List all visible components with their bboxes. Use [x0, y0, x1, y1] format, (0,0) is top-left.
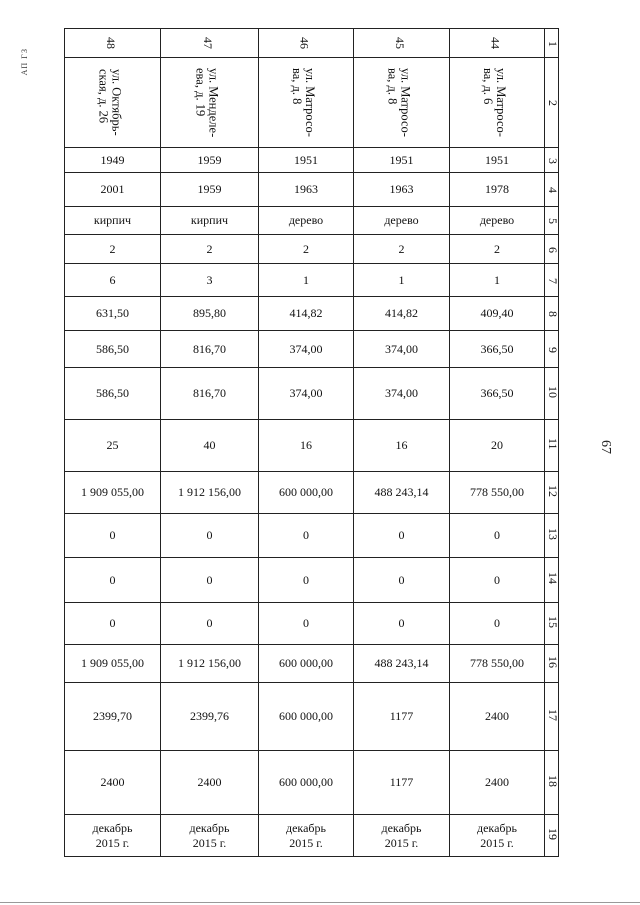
- row-number: 4: [545, 173, 559, 207]
- table-row: [65, 235, 559, 264]
- table-cell: 778 550,00: [450, 645, 545, 683]
- table-cell: 0: [259, 514, 354, 558]
- column-number: 47: [161, 29, 259, 58]
- row-number: 17: [545, 683, 559, 751]
- row-number: 16: [545, 645, 559, 683]
- table-cell: 2400: [450, 751, 545, 815]
- page-number: 67: [598, 440, 613, 454]
- table-cell: 600 000,00: [259, 472, 354, 514]
- table-cell: 0: [450, 603, 545, 645]
- table-cell: 586,50: [65, 368, 161, 420]
- table-row: [65, 751, 559, 815]
- row-number: 9: [545, 331, 559, 368]
- table-cell: кирпич: [65, 207, 161, 235]
- table-cell: 2400: [450, 683, 545, 751]
- table-cell: 409,40: [450, 297, 545, 331]
- table-row: [65, 173, 559, 207]
- table-row: [65, 297, 559, 331]
- table-cell: 0: [259, 603, 354, 645]
- row-number: 14: [545, 558, 559, 603]
- table-cell: 586,50: [65, 331, 161, 368]
- table-cell: 1959: [161, 148, 259, 173]
- table-row: [65, 558, 559, 603]
- column-number: 45: [354, 29, 450, 58]
- table-cell: 0: [450, 558, 545, 603]
- table-cell: 0: [161, 514, 259, 558]
- table-cell: 600 000,00: [259, 645, 354, 683]
- table-cell: 895,80: [161, 297, 259, 331]
- table-cell: 374,00: [259, 331, 354, 368]
- table-cell: 778 550,00: [450, 472, 545, 514]
- row-number: 1: [545, 29, 559, 58]
- table-cell: декабрь 2015 г.: [65, 815, 161, 857]
- table-cell: 3: [161, 264, 259, 297]
- table-cell: кирпич: [161, 207, 259, 235]
- table-cell: 488 243,14: [354, 472, 450, 514]
- table-row: [65, 472, 559, 514]
- table-cell: 816,70: [161, 368, 259, 420]
- table-cell: 25: [65, 420, 161, 472]
- table-cell: 1 909 055,00: [65, 472, 161, 514]
- address-cell: ул. Менделе- ева, д. 19: [161, 58, 259, 148]
- table-cell: 600 000,00: [259, 683, 354, 751]
- row-number: 12: [545, 472, 559, 514]
- row-number: 15: [545, 603, 559, 645]
- table-cell: 374,00: [259, 368, 354, 420]
- table-cell: 40: [161, 420, 259, 472]
- table-cell: 2399,70: [65, 683, 161, 751]
- table-cell: декабрь 2015 г.: [354, 815, 450, 857]
- table-cell: 1951: [450, 148, 545, 173]
- address-cell: ул. Матросо- ва, д. 8: [259, 58, 354, 148]
- table-cell: дерево: [450, 207, 545, 235]
- table-cell: 0: [65, 558, 161, 603]
- table-cell: 16: [259, 420, 354, 472]
- table-cell: декабрь 2015 г.: [259, 815, 354, 857]
- table-row: [65, 603, 559, 645]
- table-cell: 20: [450, 420, 545, 472]
- table-cell: 0: [450, 514, 545, 558]
- table-cell: декабрь 2015 г.: [161, 815, 259, 857]
- table-cell: 6: [65, 264, 161, 297]
- table-row: [65, 420, 559, 472]
- table-cell: 414,82: [259, 297, 354, 331]
- table-cell: 2400: [161, 751, 259, 815]
- table-cell: 1951: [259, 148, 354, 173]
- table-cell: 1 909 055,00: [65, 645, 161, 683]
- table-cell: 366,50: [450, 368, 545, 420]
- table-cell: 1963: [354, 173, 450, 207]
- table-cell: 0: [354, 603, 450, 645]
- table-cell: 1949: [65, 148, 161, 173]
- table-cell: 1963: [259, 173, 354, 207]
- row-number: 13: [545, 514, 559, 558]
- table-row: [65, 815, 559, 857]
- table-cell: 1 912 156,00: [161, 645, 259, 683]
- table-cell: 2001: [65, 173, 161, 207]
- table-cell: 414,82: [354, 297, 450, 331]
- table-cell: 0: [161, 603, 259, 645]
- row-number: 19: [545, 815, 559, 857]
- column-number: 44: [450, 29, 545, 58]
- address-cell: ул. Октябрь- ская, д. 26: [65, 58, 161, 148]
- table-cell: 2399,76: [161, 683, 259, 751]
- table-cell: 16: [354, 420, 450, 472]
- table-cell: 0: [161, 558, 259, 603]
- table-cell: 1: [354, 264, 450, 297]
- table-cell: 0: [354, 558, 450, 603]
- register-table: [64, 28, 559, 857]
- table-cell: 488 243,14: [354, 645, 450, 683]
- bottom-rule: [0, 902, 640, 903]
- table-cell: 600 000,00: [259, 751, 354, 815]
- table-cell: 1959: [161, 173, 259, 207]
- table-cell: 1978: [450, 173, 545, 207]
- row-number: 3: [545, 148, 559, 173]
- table-cell: 1177: [354, 751, 450, 815]
- table-row: [65, 264, 559, 297]
- table-cell: дерево: [259, 207, 354, 235]
- table-row: [65, 58, 559, 148]
- table-cell: 1 912 156,00: [161, 472, 259, 514]
- table-cell: 2: [259, 235, 354, 264]
- row-number: 2: [545, 58, 559, 148]
- row-number: 7: [545, 264, 559, 297]
- table-row: [65, 683, 559, 751]
- table-cell: 0: [65, 603, 161, 645]
- row-number: 8: [545, 297, 559, 331]
- table-cell: 2: [65, 235, 161, 264]
- column-number: 48: [65, 29, 161, 58]
- row-number: 11: [545, 420, 559, 472]
- table-cell: декабрь 2015 г.: [450, 815, 545, 857]
- table-row: [65, 645, 559, 683]
- side-note: АП ГЗ: [20, 48, 29, 76]
- table-cell: 1: [259, 264, 354, 297]
- row-number: 5: [545, 207, 559, 235]
- table-cell: 0: [65, 514, 161, 558]
- table-row: [65, 148, 559, 173]
- table-cell: 2: [354, 235, 450, 264]
- table-cell: 374,00: [354, 331, 450, 368]
- table-cell: 374,00: [354, 368, 450, 420]
- row-number: 6: [545, 235, 559, 264]
- column-number: 46: [259, 29, 354, 58]
- table-cell: 1951: [354, 148, 450, 173]
- table-cell: 631,50: [65, 297, 161, 331]
- row-number: 18: [545, 751, 559, 815]
- table-cell: 1: [450, 264, 545, 297]
- table-row: [65, 331, 559, 368]
- table-cell: 2: [450, 235, 545, 264]
- address-cell: ул. Матросо- ва, д. 8: [354, 58, 450, 148]
- table-cell: 2400: [65, 751, 161, 815]
- address-cell: ул. Матросо- ва, д. 6: [450, 58, 545, 148]
- table-cell: 0: [259, 558, 354, 603]
- table-cell: 2: [161, 235, 259, 264]
- table-row: [65, 368, 559, 420]
- row-number: 10: [545, 368, 559, 420]
- table-cell: 366,50: [450, 331, 545, 368]
- table-row: [65, 207, 559, 235]
- table-cell: дерево: [354, 207, 450, 235]
- table-cell: 0: [354, 514, 450, 558]
- table-row: [65, 514, 559, 558]
- table-row: [65, 29, 559, 58]
- table-cell: 816,70: [161, 331, 259, 368]
- table-cell: 1177: [354, 683, 450, 751]
